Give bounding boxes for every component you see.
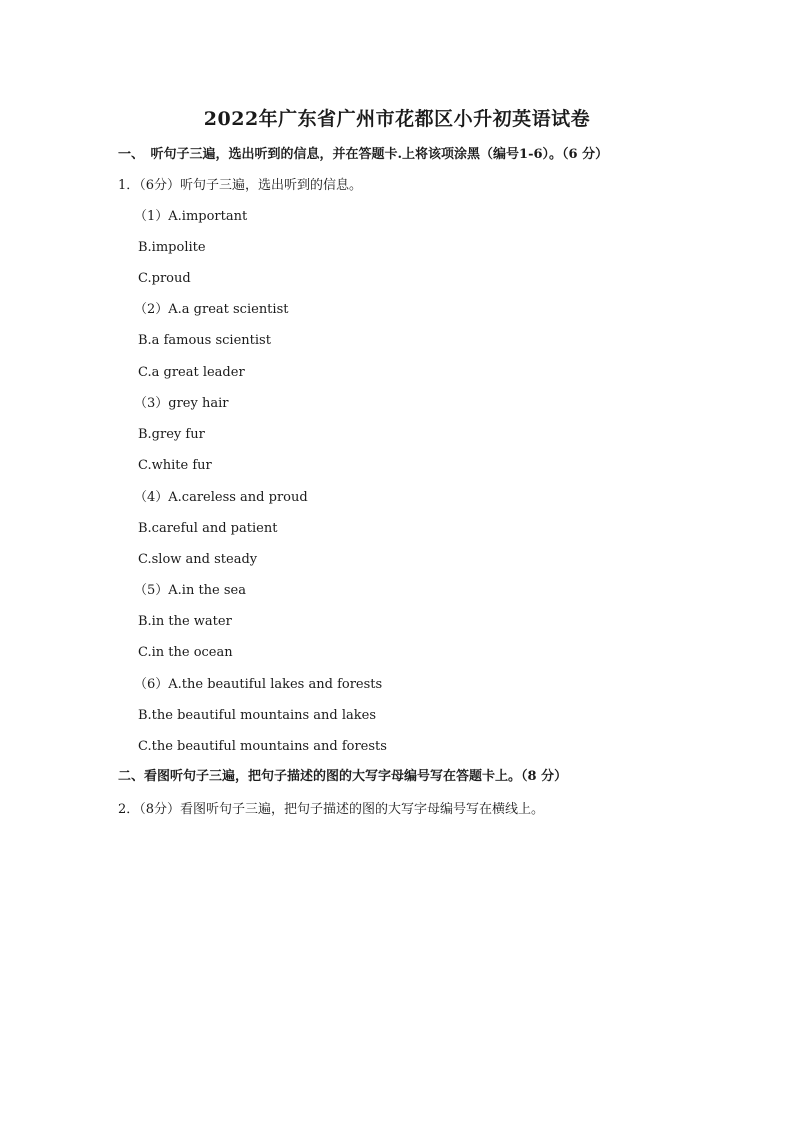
item-6-option-b: B.the beautiful mountains and lakes (138, 708, 377, 723)
item-5-option-c: C.in the ocean (138, 645, 233, 660)
item-5-option-b: B.in the water (138, 614, 232, 629)
question-1: 1．（6分）听句子三遍，选出听到的信息。 (118, 178, 363, 193)
item-6-option-c: C.the beautiful mountains and forests (138, 739, 387, 754)
item-2-option-b: B.a famous scientist (138, 333, 271, 348)
item-2-option-a: （2）A.a great scientist (134, 302, 289, 317)
item-4-option-b: B.careful and patient (138, 521, 278, 536)
item-1-option-c: C.proud (138, 271, 191, 286)
item-3-option-b: B.grey fur (138, 427, 205, 442)
item-1-option-a: （1）A.important (134, 209, 248, 224)
item-6-option-a: （6）A.the beautiful lakes and forests (134, 677, 383, 692)
document-title: 2022年广东省广州市花都区小升初英语试卷 (203, 108, 591, 130)
section-1-heading: 一、 听句子三遍，选出听到的信息，并在答题卡.上将该项涂黑（编号1-6）。（6 分） (118, 147, 609, 162)
item-3-option-c: C.white fur (138, 458, 212, 473)
section-2-heading: 二、看图听句子三遍，把句子描述的图的大写字母编号写在答题卡上。（8 分） (118, 769, 568, 784)
item-4-option-a: （4）A.careless and proud (134, 490, 308, 505)
item-4-option-c: C.slow and steady (138, 552, 258, 567)
item-1-option-b: B.impolite (138, 240, 206, 255)
item-3-option-a: （3）grey hair (134, 396, 229, 411)
item-2-option-c: C.a great leader (138, 365, 245, 380)
item-5-option-a: （5）A.in the sea (134, 583, 246, 598)
question-2: 2．（8分）看图听句子三遍，把句子描述的图的大写字母编号写在横线上。 (118, 802, 545, 817)
